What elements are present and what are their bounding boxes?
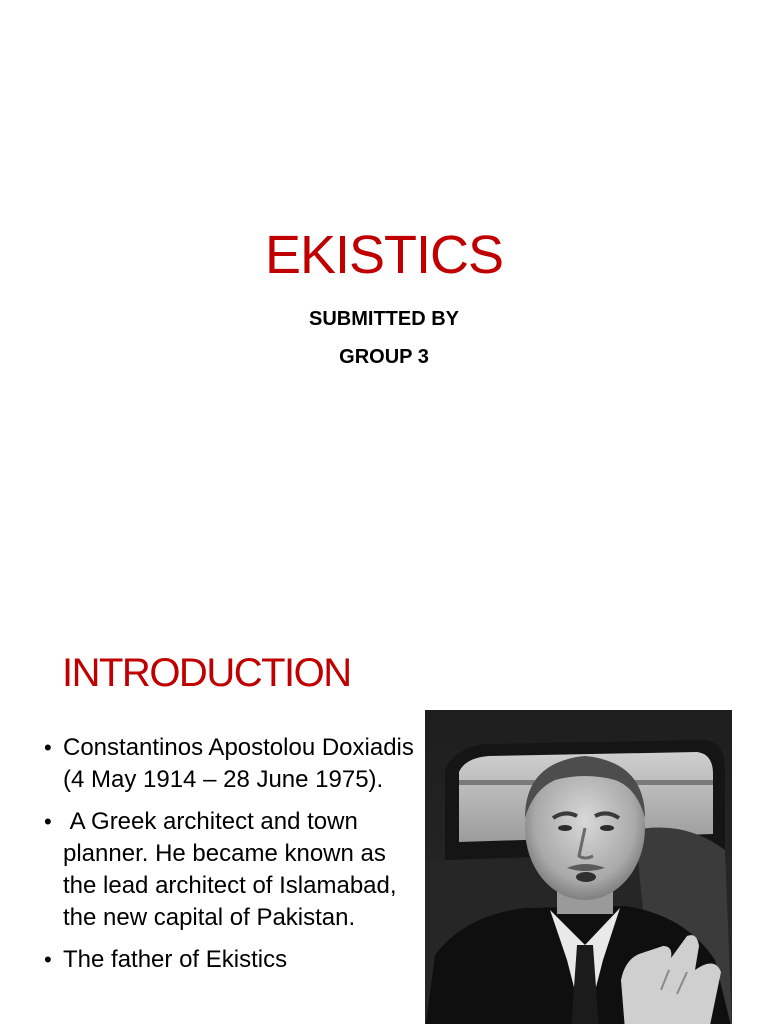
bullet-text: The father of Ekistics [63, 946, 288, 973]
bullet-item [44, 732, 414, 796]
intro-heading: INTRODUCTION [62, 651, 351, 695]
group-label: GROUP 3 [339, 346, 429, 368]
bullet-icon: • [44, 809, 52, 834]
bullet-list [44, 732, 414, 986]
bullet-icon: • [44, 735, 52, 760]
bullet-item [44, 944, 414, 976]
submitted-by-label: SUBMITTED BY [309, 308, 459, 330]
bullet-text: A Greek architect and town planner. He became known as the lead architect of Islamabad, the new capital of Pakistan. [63, 808, 404, 931]
slide-title: EKISTICS [264, 225, 504, 285]
bullet-text: Constantinos Apostolou Doxiadis (4 May 1914 – 28 June 1975). [63, 734, 414, 793]
bullet-icon: • [44, 947, 52, 972]
bullet-item [44, 806, 414, 934]
portrait-photo [425, 710, 732, 1024]
introduction-slide [0, 576, 768, 1024]
